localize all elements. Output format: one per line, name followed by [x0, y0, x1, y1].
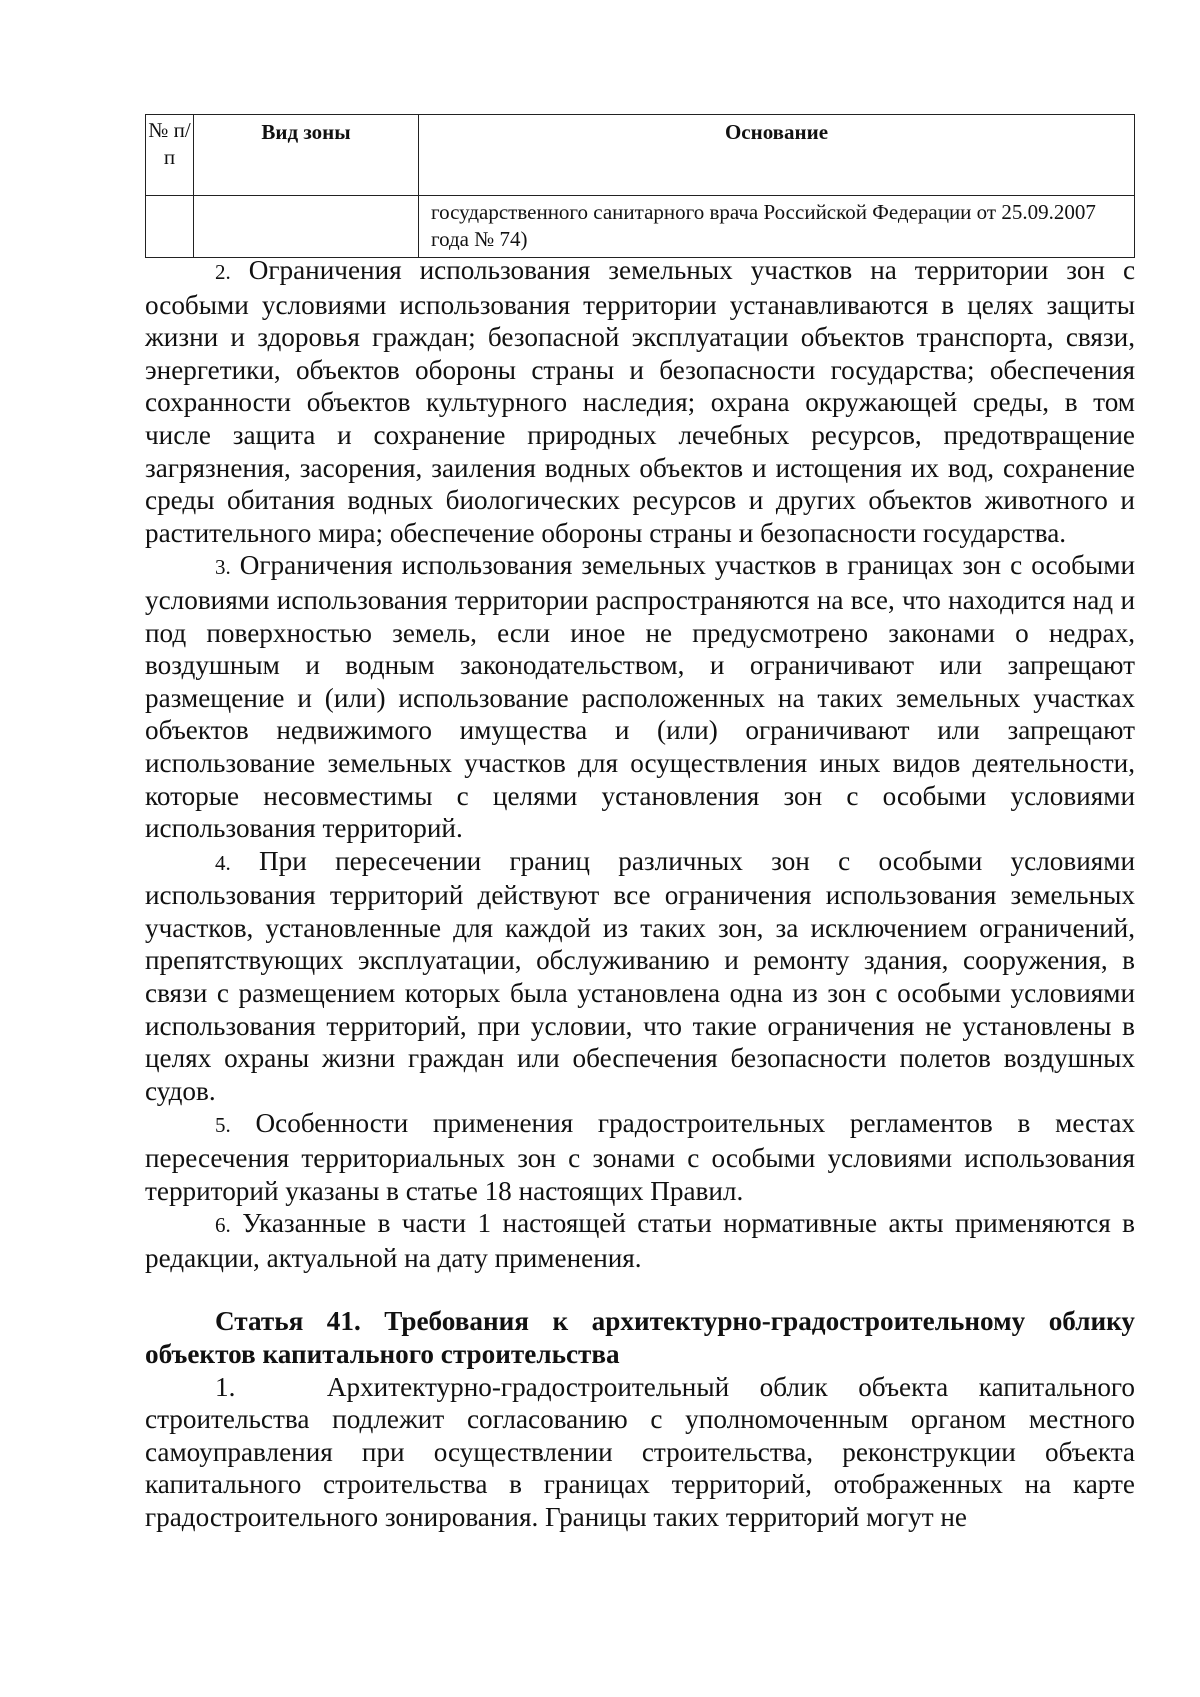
header-basis: Основание [419, 115, 1135, 196]
paragraph-number: 1. [215, 1371, 236, 1402]
paragraph-number: 6. [215, 1213, 231, 1238]
header-number: № п/п [146, 115, 194, 196]
paragraph-5 [145, 1107, 1135, 1207]
paragraph-text: Указанные в части 1 настоящей статьи нормативные акты применяются в редакции, актуальной на дату применения. [145, 1208, 1136, 1273]
article-paragraph-1 [145, 1371, 1135, 1534]
paragraph-6 [145, 1207, 1135, 1274]
cell-basis: государственного санитарного врача Российской Федерации от 25.09.2007 года № 74) [419, 196, 1135, 258]
paragraph-text: Особенности применения градостроительных регламентов в местах пересечения территориальных зон с зонами с особыми условиями использования территорий указаны в статье 18 настоящих Правил. [145, 1108, 1136, 1206]
zones-table [145, 114, 1135, 258]
cell-zone-type [194, 196, 419, 258]
paragraph-text: Архитектурно-градостроительный облик объекта капитального строительства подлежит согласованию с уполномоченным органом местного самоуправления при осуществлении строительства, реконструкции объекта капитального строительства в границах территорий, отображенных на карте градостроительного зонирования. Границы таких территорий могут не [145, 1371, 1135, 1532]
cell-number [146, 196, 194, 258]
paragraph-3 [145, 549, 1135, 844]
paragraph-text: При пересечении границ различных зон с особыми условиями использования территорий действуют все ограничения использования земельных участков, установленные для каждой из таких зон, за исключением ограничений, препятствующих эксплуатации, обслуживанию и ремонту здания, сооружения, в связи с размещением которых была установлена одна из зон с особыми условиями использования территорий, при условии, что такие ограничения не установлены в целях охраны жизни граждан или обеспечения безопасности полетов воздушных судов. [145, 845, 1136, 1106]
header-zone-type: Вид зоны [194, 115, 419, 196]
paragraph-text: Ограничения использования земельных участков в границах зон с особыми условиями использования территории распространяются на все, что находится над и под поверхностью земель, если иное не предусмотрено законами о недрах, воздушным и водным законодательством, и ограничивают или запрещают размещение и (или) использование расположенных на таких земельных участках объектов недвижимого имущества и (или) ограничивают или запрещают использование земельных участков для осуществления иных видов деятельности, которые несовместимы с целями установления зон с особыми условиями использования территорий. [145, 550, 1135, 844]
paragraph-4 [145, 845, 1135, 1108]
paragraph-text: Ограничения использования земельных участков на территории зон с особыми условиями использования территории устанавливаются в целях защиты жизни и здоровья граждан; безопасной эксплуатации объектов транспорта, связи, энергетики, объектов обороны страны и безопасности государства; обеспечения сохранности объектов культурного наследия; охрана окружающей среды, в том числе защита и сохранение природных лечебных ресурсов, предотвращение загрязнения, засорения, заиления водных объектов и истощения их вод, сохранение среды обитания водных биологических ресурсов и других объектов животного и растительного мира; обеспечение обороны страны и безопасности государства. [145, 255, 1136, 548]
paragraph-number: 2. [215, 260, 231, 284]
paragraph-number: 5. [215, 1113, 231, 1138]
paragraph-number: 3. [215, 555, 231, 580]
table-row [146, 196, 1135, 258]
table-header-row [146, 115, 1135, 196]
article-heading: Статья 41. Требования к архитектурно-градостроительному облику объектов капитального строительства [145, 1306, 1135, 1369]
paragraph-2 [145, 254, 1135, 549]
document-body [145, 254, 1135, 1534]
paragraph-number: 4. [215, 850, 231, 875]
